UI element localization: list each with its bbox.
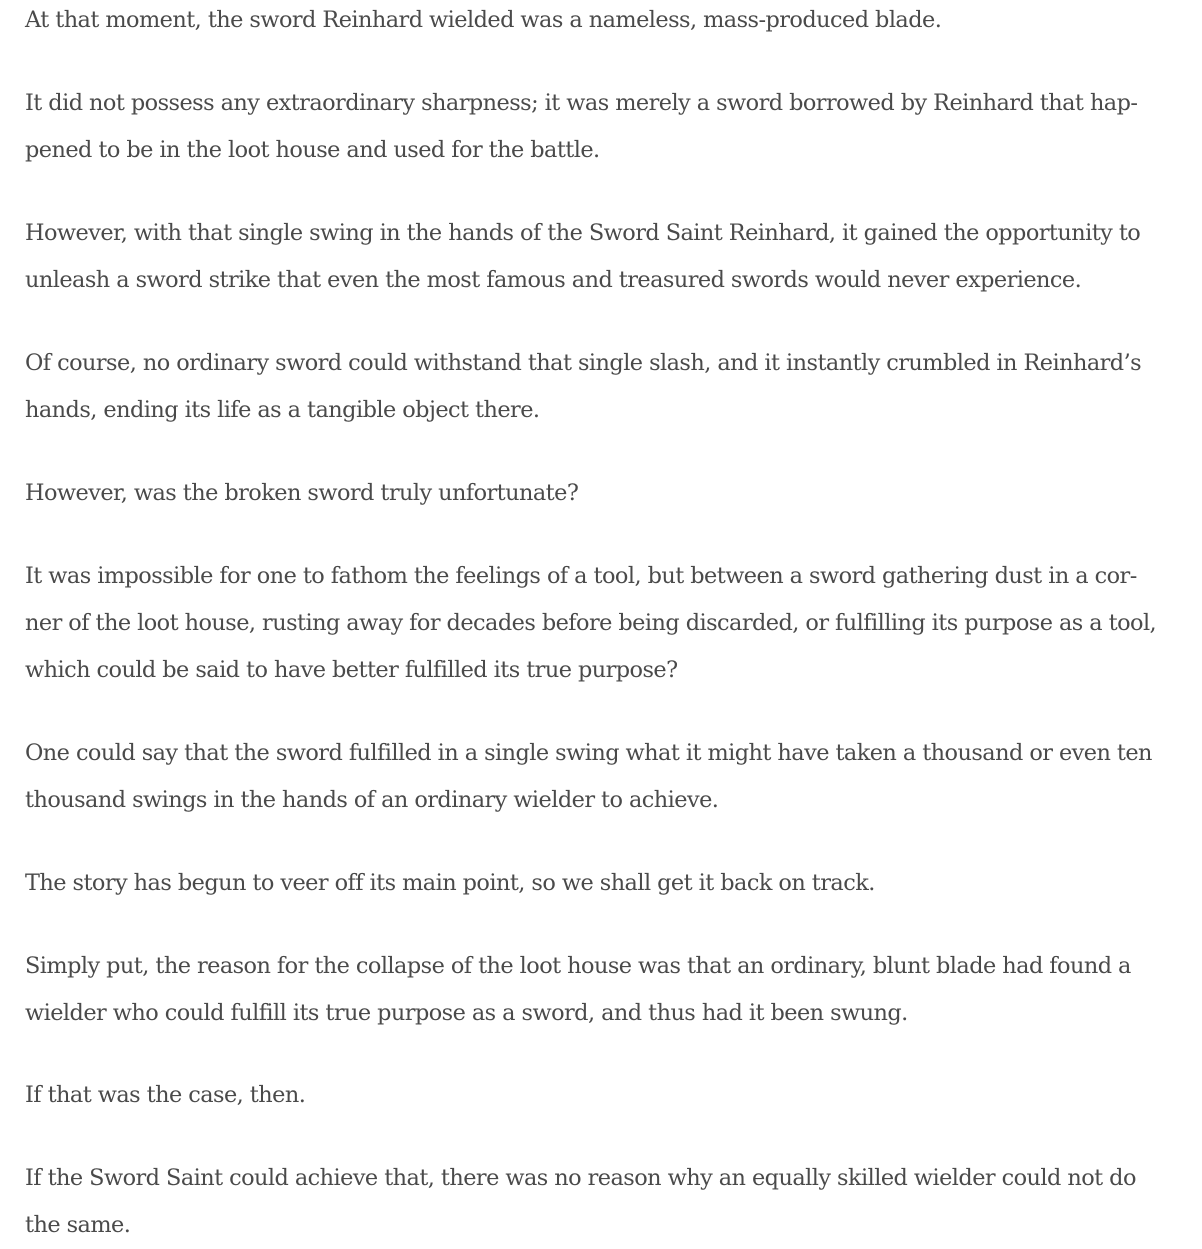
text-line: If the Sword Saint could achieve that, there was no reason why an equally skilled wielder could not do bbox=[25, 1165, 1136, 1191]
text-line: One could say that the sword fulfilled in a single swing what it might have taken a thousand or even ten bbox=[25, 740, 1152, 766]
text-line: wielder who could fulfill its true purpose as a sword, and thus had it been swung. bbox=[25, 1000, 908, 1026]
text-line: Of course, no ordinary sword could withstand that single slash, and it instantly crumbled in Reinhard’s bbox=[25, 350, 1142, 376]
paragraph bbox=[25, 943, 1170, 1037]
text-line: ner of the loot house, rusting away for decades before being discarded, or fulfilling its purpose as a tool, bbox=[25, 610, 1157, 636]
paragraph bbox=[25, 340, 1170, 434]
text-line: which could be said to have better fulfilled its true purpose? bbox=[25, 657, 678, 683]
text-line: pened to be in the loot house and used for the battle. bbox=[25, 137, 600, 163]
paragraph bbox=[25, 1072, 1170, 1119]
paragraph bbox=[25, 553, 1170, 694]
paragraph bbox=[25, 1155, 1170, 1249]
text-line: It did not possess any extraordinary sharpness; it was merely a sword borrowed by Reinhard that hap- bbox=[25, 90, 1138, 116]
text-line: The story has begun to veer off its main point, so we shall get it back on track. bbox=[25, 870, 875, 896]
paragraph bbox=[25, 470, 1170, 517]
text-line: It was impossible for one to fathom the feelings of a tool, but between a sword gathering dust in a cor- bbox=[25, 563, 1137, 589]
text-line: However, with that single swing in the hands of the Sword Saint Reinhard, it gained the opportunity to bbox=[25, 220, 1141, 246]
paragraph bbox=[25, 0, 1170, 44]
paragraph bbox=[25, 860, 1170, 907]
text-line: However, was the broken sword truly unfortunate? bbox=[25, 480, 579, 506]
text-line: the same. bbox=[25, 1212, 131, 1238]
text-line: Simply put, the reason for the collapse of the loot house was that an ordinary, blunt blade had found a bbox=[25, 953, 1131, 979]
text-line: unleash a sword strike that even the most famous and treasured swords would never experience. bbox=[25, 267, 1082, 293]
paragraph bbox=[25, 80, 1170, 174]
text-line: thousand swings in the hands of an ordinary wielder to achieve. bbox=[25, 787, 719, 813]
text-line: If that was the case, then. bbox=[25, 1082, 306, 1108]
paragraph bbox=[25, 730, 1170, 824]
paragraph bbox=[25, 210, 1170, 304]
text-line: At that moment, the sword Reinhard wielded was a nameless, mass-produced blade. bbox=[25, 7, 942, 33]
text-line: hands, ending its life as a tangible object there. bbox=[25, 397, 540, 423]
